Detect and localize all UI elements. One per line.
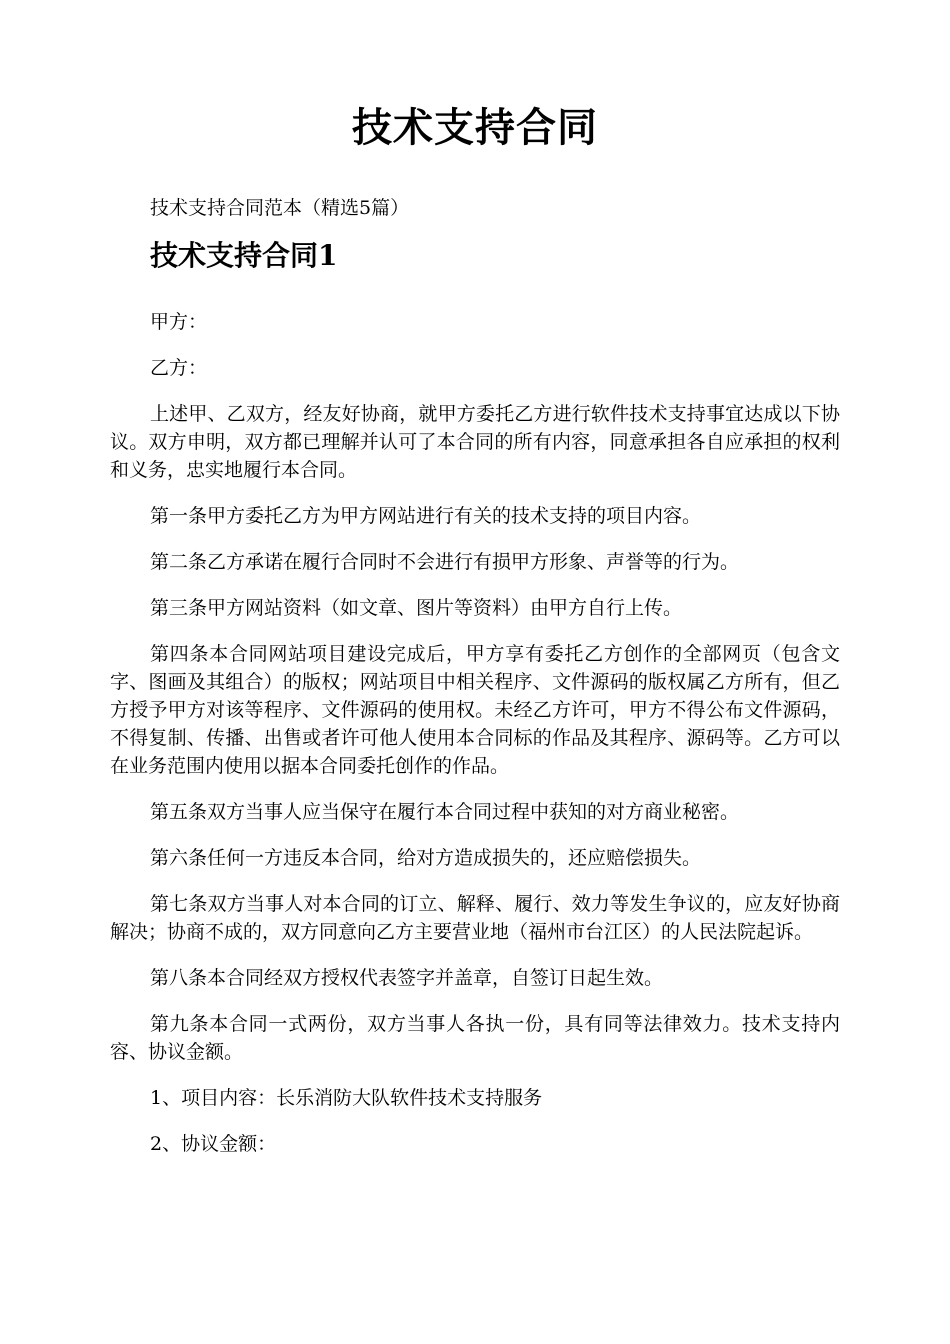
party-a-line: 甲方：: [150, 311, 208, 333]
article-4: 第四条本合同网站项目建设完成后，甲方享有委托乙方创作的全部网页（包含文字、图画及其组合）的版权；网站项目中相关程序、文件源码的版权属乙方所有，但乙方授予甲方对该等程序、文件源码的使用权。未经乙方许可，甲方不得公布文件源码，不得复制、传播、出售或者许可他人使用本合同标的作品及其程序、源码等。乙方可以在业务范围内使用以据本合同委托创作的作品。: [110, 643, 840, 777]
article-5: 第五条双方当事人应当保守在履行本合同过程中获知的对方商业秘密。: [150, 801, 740, 823]
article-8: 第八条本合同经双方授权代表签字并盖章，自签订日起生效。: [150, 967, 664, 989]
article-1: 第一条甲方委托乙方为甲方网站进行有关的技术支持的项目内容。: [150, 505, 702, 527]
document-title: 技术支持合同: [352, 104, 598, 151]
article-3: 第三条甲方网站资料（如文章、图片等资料）由甲方自行上传。: [150, 597, 683, 619]
party-b-line: 乙方：: [150, 357, 208, 379]
item-project-content: 1、项目内容：长乐消防大队软件技术支持服务: [150, 1087, 543, 1109]
document-subtitle: 技术支持合同范本（精选5篇）: [150, 197, 410, 219]
article-2: 第二条乙方承诺在履行合同时不会进行有损甲方形象、声誉等的行为。: [150, 551, 740, 573]
section-heading: 技术支持合同1: [150, 239, 338, 272]
item-agreement-amount: 2、协议金额：: [150, 1133, 277, 1155]
article-7: 第七条双方当事人对本合同的订立、解释、履行、效力等发生争议的，应友好协商解决；协商不成的，双方同意向乙方主要营业地（福州市台江区）的人民法院起诉。: [110, 893, 840, 943]
article-9: 第九条本合同一式两份，双方当事人各执一份，具有同等法律效力。技术支持内容、协议金额。: [110, 1013, 840, 1063]
contract-body: [110, 308, 840, 1176]
preamble-paragraph: 上述甲、乙双方，经友好协商，就甲方委托乙方进行软件技术支持事宜达成以下协议。双方申明，双方都已理解并认可了本合同的所有内容，同意承担各自应承担的权利和义务，忠实地履行本合同。: [110, 403, 840, 481]
article-6: 第六条任何一方违反本合同，给对方造成损失的，还应赔偿损失。: [150, 847, 702, 869]
